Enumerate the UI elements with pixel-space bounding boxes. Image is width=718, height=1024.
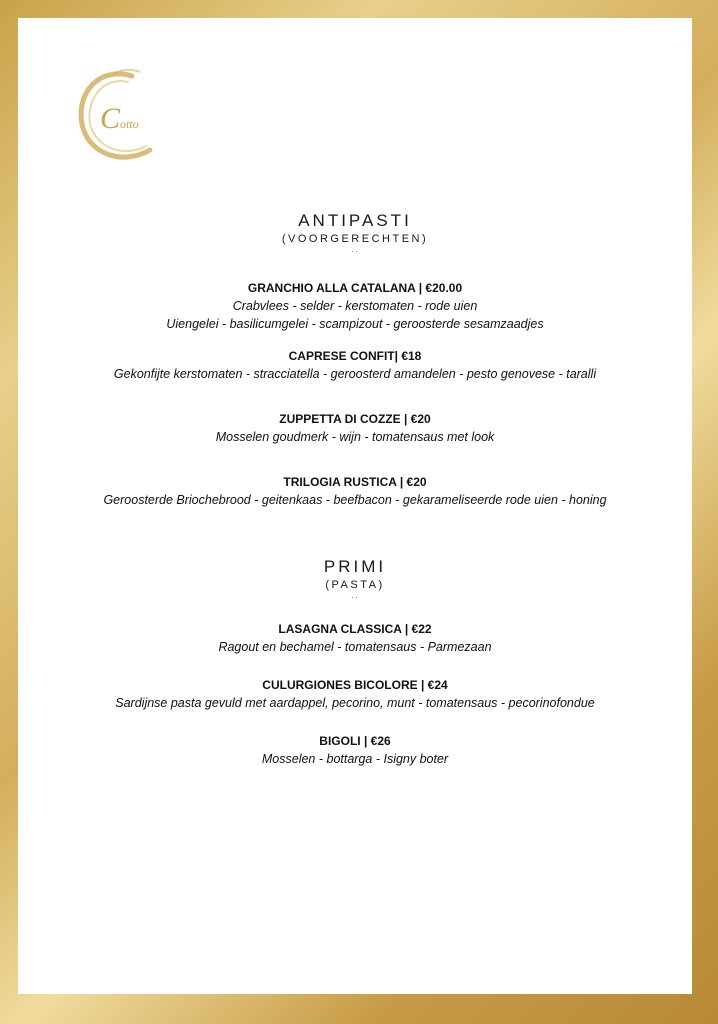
menu-item [18, 474, 692, 537]
item-desc: Ragout en bechamel - tomatensaus - Parmezaan [218, 640, 492, 654]
item-desc: Uiengelei - basilicumgelei - scampizout - geroosterde sesamzaadjes [166, 317, 544, 331]
item-desc: Crabvlees - selder - kerstomaten - rode uien [232, 299, 478, 313]
svg-text:C: C [100, 102, 121, 135]
menu-page [18, 18, 692, 994]
cotto-logo [70, 62, 170, 168]
section-title: ANTIPASTI [298, 211, 412, 230]
menu-item [18, 411, 692, 474]
menu-item [18, 723, 692, 779]
svg-text:otto: otto [120, 117, 139, 131]
item-name: CULURGIONES BICOLORE | €24 [262, 678, 448, 692]
section-primi [18, 537, 692, 611]
item-desc: Geroosterde Briochebrood - geitenkaas - beefbacon - gekarameliseerde rode uien - honing [103, 493, 607, 507]
section-divider: ·· [351, 592, 359, 602]
menu-content [18, 198, 692, 779]
menu-item [18, 280, 692, 348]
item-desc: Mosselen - bottarga - Isigny boter [261, 752, 449, 766]
section-antipasti [18, 198, 692, 280]
section-divider: ·· [351, 246, 359, 256]
item-name: TRILOGIA RUSTICA | €20 [283, 475, 427, 489]
item-desc: Sardijnse pasta gevuld met aardappel, pecorino, munt - tomatensaus - pecorinofondue [115, 696, 595, 710]
item-name: GRANCHIO ALLA CATALANA | €20.00 [247, 281, 463, 295]
section-subtitle: (VOORGERECHTEN) [281, 233, 429, 245]
item-name: BIGOLI | €26 [319, 734, 391, 748]
menu-item [18, 348, 692, 411]
section-subtitle: (PASTA) [325, 579, 385, 591]
item-desc: Mosselen goudmerk - wijn - tomatensaus met look [215, 430, 495, 444]
menu-item [18, 667, 692, 723]
item-desc: Gekonfijte kerstomaten - stracciatella - geroosterd amandelen - pesto genovese - taralli [113, 367, 597, 381]
menu-item [18, 611, 692, 667]
item-name: ZUPPETTA DI COZZE | €20 [279, 412, 431, 426]
item-name: LASAGNA CLASSICA | €22 [278, 622, 432, 636]
item-name: CAPRESE CONFIT| €18 [288, 349, 422, 363]
section-title: PRIMI [323, 557, 387, 576]
